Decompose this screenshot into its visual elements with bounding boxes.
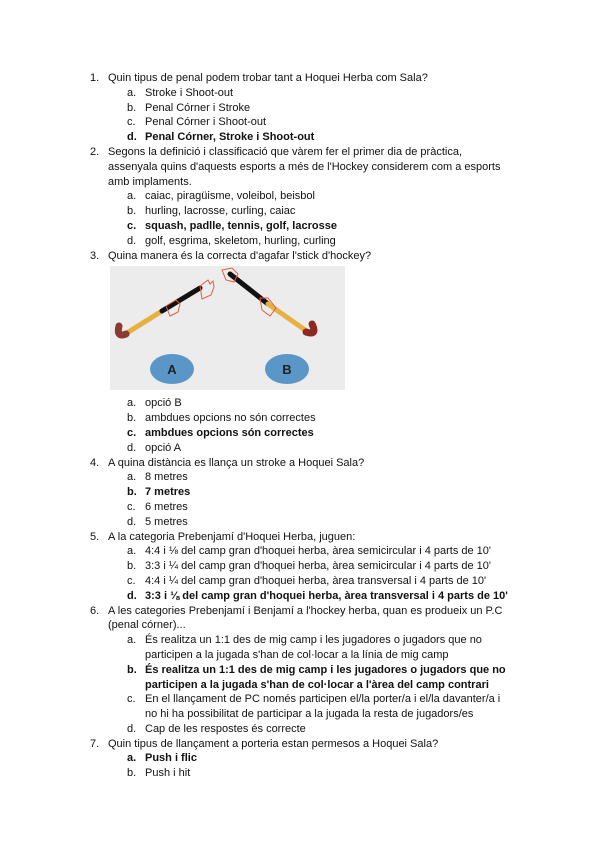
answer-option-number: a. xyxy=(127,397,137,410)
answer-option-text: ambdues opcions són correctes xyxy=(145,426,314,439)
answer-option-text: 4:4 i ¼ del camp gran d'hoquei herba, àrea transversal i 4 parts de 10' xyxy=(145,574,487,587)
answer-option xyxy=(0,633,600,663)
answer-option-text: hurling, lacrosse, curling, caiac xyxy=(145,205,296,218)
answer-option-text: 4:4 i ⅛ del camp gran d'hoquei herba, àrea semicircular i 4 parts de 10' xyxy=(145,545,492,558)
option-a-label: A xyxy=(167,362,177,378)
answer-option xyxy=(0,130,600,145)
answer-option-number: a. xyxy=(127,545,137,558)
question-number: 7. xyxy=(90,737,100,750)
answer-option-text: caiac, piragüisme, voleibol, beisbol xyxy=(145,190,315,203)
answer-option xyxy=(0,500,600,515)
answer-option-number: a. xyxy=(127,471,137,484)
answer-option-number: a. xyxy=(127,86,137,99)
answer-option-text: Cap de les respostes és correcte xyxy=(145,722,306,735)
answer-option xyxy=(0,115,600,130)
question xyxy=(0,530,600,545)
question-text: Segons la definició i classificació que vàrem fer el primer dia de pràctica, assenyala quins d'aquests esports a més de l'Hockey considerem com a esports amb implaments. xyxy=(108,145,501,188)
answer-option-text: 3:3 i ¼ del camp gran d'hoquei herba, àrea semicircular i 4 parts de 10' xyxy=(145,560,492,573)
answer-option xyxy=(0,86,600,101)
quiz-document xyxy=(0,71,600,781)
answer-option-number: b. xyxy=(127,101,137,114)
answer-option-text: 7 metres xyxy=(145,486,191,499)
question-text: Quin tipus de penal podem trobar tant a Hoquei Herba com Sala? xyxy=(108,72,428,84)
answer-option-number: c. xyxy=(127,426,137,439)
answer-option xyxy=(0,574,600,589)
question-number: 1. xyxy=(90,72,100,84)
answer-option xyxy=(0,751,600,766)
question-text: A les categories Prebenjamí i Benjamí a l'hockey herba, quan es produeix un P.C (penal córner)... xyxy=(108,604,503,632)
answer-option xyxy=(0,441,600,456)
answer-option-text: Penal Córner i Stroke xyxy=(145,101,251,114)
answer-option-number: d. xyxy=(127,589,137,602)
answer-option-text: opció B xyxy=(145,397,182,410)
answer-option xyxy=(0,411,600,426)
answer-option-number: b. xyxy=(127,767,137,780)
answer-option-number: b. xyxy=(127,412,137,425)
question-text: Quin tipus de llançament a porteria estan permesos a Hoquei Sala? xyxy=(108,737,439,750)
answer-option-text: És realitza un 1:1 des de mig camp i les jugadores o jugadors que no participen a la jugada s'han de col·locar a la línia de mig camp xyxy=(145,634,482,661)
answer-option xyxy=(0,189,600,204)
question xyxy=(0,456,600,471)
answer-option-number: b. xyxy=(127,486,137,499)
answer-option xyxy=(0,101,600,116)
question-number: 3. xyxy=(90,249,100,262)
answer-option xyxy=(0,470,600,485)
option-b-label: B xyxy=(282,362,292,378)
answer-option-number: d. xyxy=(127,441,137,454)
answer-option-number: c. xyxy=(127,500,136,513)
answer-option-number: b. xyxy=(127,663,137,676)
answer-option-number: d. xyxy=(127,234,137,247)
answer-option-text: Penal Córner, Stroke i Shoot-out xyxy=(145,131,315,144)
answer-option-text: Push i hit xyxy=(145,767,191,780)
answer-option-number: c. xyxy=(127,116,136,129)
answer-option xyxy=(0,396,600,411)
answer-option-text: Stroke i Shoot-out xyxy=(145,86,234,99)
answer-option-number: a. xyxy=(127,190,137,203)
question-number: 5. xyxy=(90,530,100,543)
hockey-grip-figure xyxy=(110,266,345,390)
answer-option-text: golf, esgrima, skeletom, hurling, curling xyxy=(145,234,336,247)
answer-option-text: És realitza un 1:1 des de mig camp i les jugadores o jugadors que no participen a la jugada s'han de col·locar a l'àrea del camp contrari xyxy=(145,663,506,691)
answer-option xyxy=(0,692,600,722)
answer-option xyxy=(0,766,600,781)
answer-option-text: opció A xyxy=(145,441,182,454)
answer-option-number: d. xyxy=(127,131,137,144)
question-text: Quina manera és la correcta d'agafar l'stick d'hockey? xyxy=(108,249,372,262)
answer-option-number: a. xyxy=(127,752,137,765)
answer-option-text: 8 metres xyxy=(145,471,188,484)
answer-option-text: Penal Córner i Shoot-out xyxy=(145,116,267,129)
question-number: 4. xyxy=(90,456,100,469)
answer-option xyxy=(0,426,600,441)
answer-option-text: Push i flic xyxy=(145,752,197,765)
answer-option xyxy=(0,722,600,737)
answer-option-number: c. xyxy=(127,219,137,232)
question-number: 6. xyxy=(90,604,100,617)
answer-option-number: c. xyxy=(127,574,136,587)
answer-option-number: a. xyxy=(127,634,137,647)
answer-option-number: b. xyxy=(127,560,137,573)
answer-option-text: squash, padlle, tennis, golf, lacrosse xyxy=(145,219,337,232)
answer-option xyxy=(0,589,600,604)
answer-option xyxy=(0,234,600,249)
answer-option-number: c. xyxy=(127,693,136,706)
answer-option xyxy=(0,544,600,559)
answer-option-text: ambdues opcions no són correctes xyxy=(145,412,316,425)
question xyxy=(0,737,600,752)
answer-option xyxy=(0,204,600,219)
answer-option xyxy=(0,219,600,234)
answer-option xyxy=(0,663,600,693)
question xyxy=(0,71,600,86)
answer-option xyxy=(0,515,600,530)
answer-option-number: d. xyxy=(127,515,137,528)
question-text: A quina distància es llança un stroke a Hoquei Sala? xyxy=(108,456,365,469)
answer-option-number: b. xyxy=(127,205,137,218)
question-number: 2. xyxy=(90,145,100,158)
answer-option-text: 6 metres xyxy=(145,500,188,513)
answer-option-text: 5 metres xyxy=(145,515,188,528)
answer-option xyxy=(0,559,600,574)
question xyxy=(0,145,600,189)
answer-option-number: d. xyxy=(127,722,137,735)
question-text: A la categoria Prebenjamí d'Hoquei Herba, juguen: xyxy=(108,530,356,543)
answer-option xyxy=(0,485,600,500)
answer-option-text: 3:3 i ⅛ del camp gran d'hoquei herba, àrea transversal i 4 parts de 10' xyxy=(145,589,508,602)
question xyxy=(0,604,600,634)
question xyxy=(0,249,600,264)
answer-option-text: En el llançament de PC només participen el/la porter/a i el/la davanter/a i no hi ha possibilitat de participar a la jugada la resta de jugadors/es xyxy=(145,693,501,721)
